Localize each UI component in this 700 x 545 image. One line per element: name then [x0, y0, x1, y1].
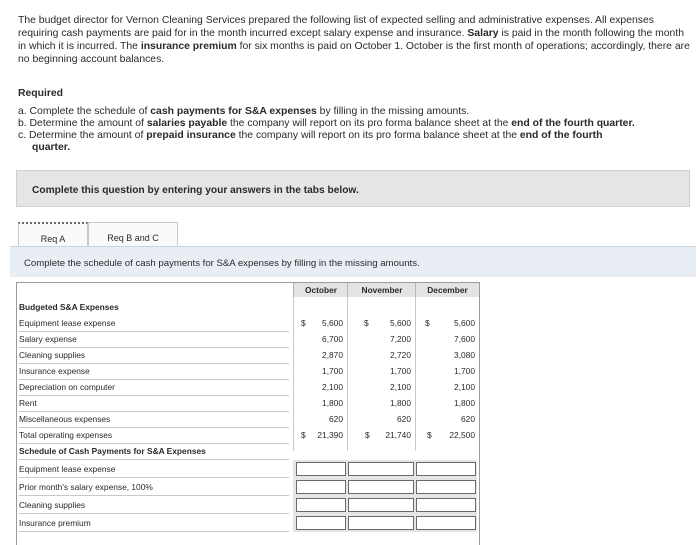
- total-cell: 21,390: [317, 430, 343, 440]
- row-label: Insurance expense: [19, 363, 289, 380]
- panel-title: Complete the schedule of cash payments for S&A expenses by filling in the missing amounts.: [24, 258, 420, 269]
- problem-intro: The budget director for Vernon Cleaning Services prepared the following list of expected selling and administrative expenses. All expenses requiring cash payments are paid for in the month incurred except salary expense and insurance. Salary is paid in the month following the month in which it is incurred. The insurance premium for six months is paid on October 1. October is the first month of operations; accordingly, there are no beginning account balances.: [18, 15, 690, 65]
- input-dec-insurance-premium[interactable]: [416, 516, 476, 530]
- value-cell: 1,800: [390, 398, 411, 408]
- value-cell: 3,080: [454, 350, 475, 360]
- total-cell: 21,740: [385, 430, 411, 440]
- currency-symbol: $: [301, 318, 306, 328]
- col-november: November: [347, 283, 416, 297]
- value-cell: 1,700: [322, 366, 343, 376]
- schedule-row-label: Prior month's salary expense, 100%: [19, 479, 289, 496]
- input-oct-equipment-lease[interactable]: [296, 462, 346, 476]
- input-nov-cleaning-supplies[interactable]: [348, 498, 414, 512]
- value-cell: 7,600: [454, 334, 475, 344]
- value-cell: 2,100: [454, 382, 475, 392]
- cash-payments-schedule: [16, 282, 480, 545]
- schedule-row-label: Cleaning supplies: [19, 497, 289, 514]
- row-label: Miscellaneous expenses: [19, 411, 289, 428]
- section-title-budgeted: Budgeted S&A Expenses: [19, 302, 119, 312]
- currency-symbol: $: [301, 430, 306, 440]
- input-nov-insurance-premium[interactable]: [348, 516, 414, 530]
- row-label: Rent: [19, 395, 289, 412]
- panel-header: [10, 246, 696, 277]
- col-october: October: [293, 283, 348, 297]
- value-cell: 1,700: [390, 366, 411, 376]
- section-title-cash-payments: Schedule of Cash Payments for S&A Expenses: [19, 443, 289, 460]
- currency-symbol: $: [365, 430, 370, 440]
- currency-symbol: $: [427, 430, 432, 440]
- input-oct-prior-salary[interactable]: [296, 480, 346, 494]
- value-cell: 2,720: [390, 350, 411, 360]
- input-nov-prior-salary[interactable]: [348, 480, 414, 494]
- input-nov-equipment-lease[interactable]: [348, 462, 414, 476]
- value-cell: 6,700: [322, 334, 343, 344]
- row-label: Cleaning supplies: [19, 347, 289, 364]
- currency-symbol: $: [364, 318, 369, 328]
- schedule-row-label: Insurance premium: [19, 515, 289, 532]
- value-cell: 5,600: [454, 318, 475, 328]
- input-dec-equipment-lease[interactable]: [416, 462, 476, 476]
- requirements-list: [18, 106, 694, 154]
- value-cell: 620: [397, 414, 411, 424]
- input-oct-cleaning-supplies[interactable]: [296, 498, 346, 512]
- required-heading: Required: [18, 88, 64, 99]
- value-cell: 1,800: [454, 398, 475, 408]
- row-label-total: Total operating expenses: [19, 427, 289, 444]
- row-label: Equipment lease expense: [19, 315, 289, 332]
- value-cell: 620: [329, 414, 343, 424]
- col-december: December: [415, 283, 479, 297]
- requirement-a: a. Complete the schedule of cash payments for S&A expenses by filling in the missing amounts.: [18, 106, 470, 117]
- tab-req-b-and-c[interactable]: Req B and C: [88, 222, 178, 254]
- tab-req-a[interactable]: Req A: [18, 222, 88, 254]
- input-dec-prior-salary[interactable]: [416, 480, 476, 494]
- requirement-b: b. Determine the amount of salaries payable the company will report on its pro forma balance sheet at the end of the fourth quarter.: [18, 118, 635, 129]
- input-oct-insurance-premium[interactable]: [296, 516, 346, 530]
- value-cell: 7,200: [390, 334, 411, 344]
- value-cell: 620: [461, 414, 475, 424]
- total-cell: 22,500: [449, 430, 475, 440]
- row-label: Salary expense: [19, 331, 289, 348]
- schedule-row-label: Equipment lease expense: [19, 461, 289, 478]
- value-cell: 5,600: [322, 318, 343, 328]
- value-cell: 1,800: [322, 398, 343, 408]
- value-cell: 2,870: [322, 350, 343, 360]
- row-label: Depreciation on computer: [19, 379, 289, 396]
- requirement-c: c. Determine the amount of prepaid insurance the company will report on its pro forma balance sheet at the end of the fourth quarter.: [18, 130, 603, 153]
- value-cell: 1,700: [454, 366, 475, 376]
- value-cell: 2,100: [390, 382, 411, 392]
- input-dec-cleaning-supplies[interactable]: [416, 498, 476, 512]
- instructions-banner: Complete this question by entering your answers in the tabs below.: [16, 170, 690, 207]
- value-cell: 5,600: [390, 318, 411, 328]
- value-cell: 2,100: [322, 382, 343, 392]
- currency-symbol: $: [425, 318, 430, 328]
